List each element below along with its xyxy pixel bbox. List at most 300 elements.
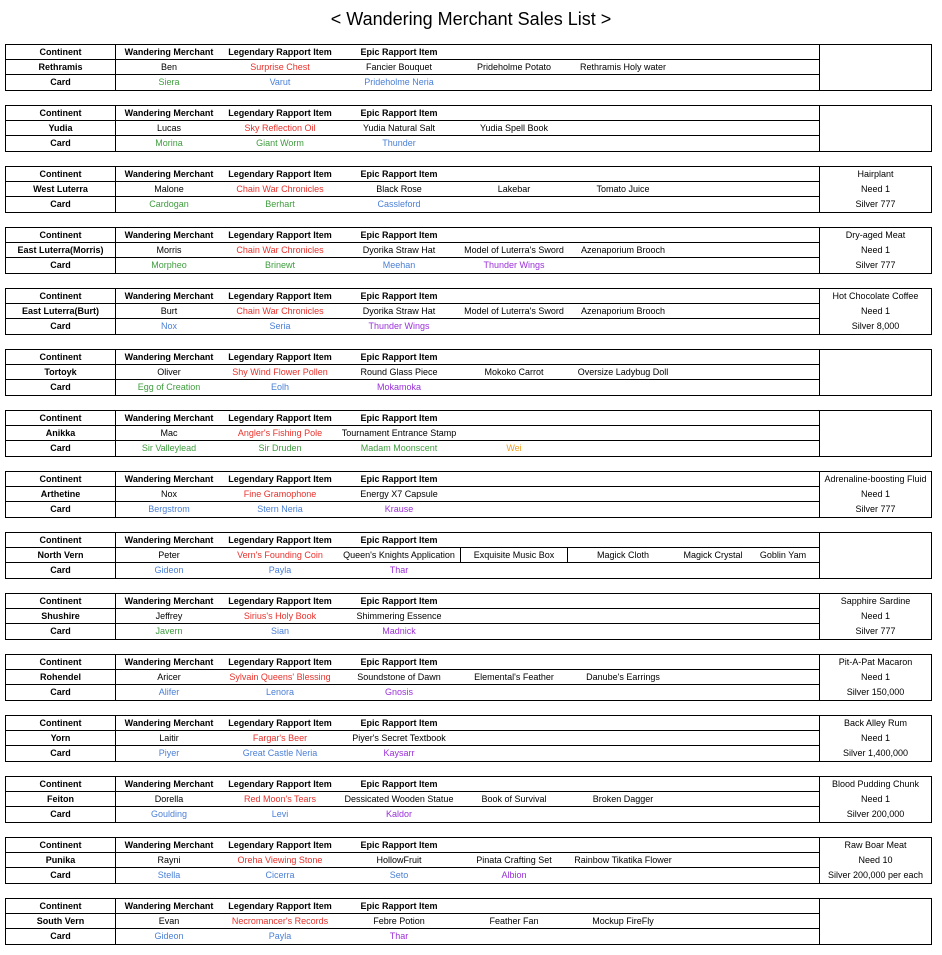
requirement-item: Pit-A-Pat Macaron bbox=[838, 657, 913, 667]
merchant-name: Peter bbox=[158, 550, 180, 560]
merchant-block bbox=[5, 166, 932, 213]
requirement-price: Silver 150,000 bbox=[846, 687, 905, 697]
merchant-header: Wandering Merchant bbox=[124, 230, 214, 240]
requirement-item: Sapphire Sardine bbox=[840, 596, 911, 606]
legendary-header: Legendary Rapport Item bbox=[228, 718, 332, 728]
merchant-block bbox=[5, 898, 932, 945]
item-row bbox=[6, 121, 819, 136]
item-row bbox=[6, 609, 819, 624]
legendary-header: Legendary Rapport Item bbox=[228, 657, 332, 667]
legendary-header: Legendary Rapport Item bbox=[228, 474, 332, 484]
header-row bbox=[6, 716, 819, 731]
merchant-name: Lucas bbox=[156, 123, 182, 133]
merchant-name: Malone bbox=[154, 184, 184, 194]
epic-item: Energy X7 Capsule bbox=[360, 489, 438, 499]
requirement-price: Silver 200,000 bbox=[846, 809, 905, 819]
merchant-header: Wandering Merchant bbox=[124, 47, 214, 57]
merchant-name: Rayni bbox=[157, 855, 181, 865]
continent-header: Continent bbox=[6, 655, 116, 670]
item-row bbox=[6, 792, 819, 807]
card-name: Sir Druden bbox=[258, 443, 302, 453]
merchant-name: Nox bbox=[160, 489, 177, 499]
epic-header: Epic Rapport Item bbox=[360, 779, 438, 789]
epic-item: Azenaporium Brooch bbox=[580, 306, 666, 316]
card-row bbox=[6, 197, 819, 212]
epic-item: Dessicated Wooden Statue bbox=[344, 794, 454, 804]
card-name: Mokamoka bbox=[376, 382, 421, 392]
header-row bbox=[6, 838, 819, 853]
merchant-header: Wandering Merchant bbox=[124, 718, 214, 728]
header-row bbox=[6, 106, 819, 121]
requirement-quantity: Need 1 bbox=[860, 733, 891, 743]
requirement-price: Silver 8,000 bbox=[851, 321, 900, 331]
continent-header: Continent bbox=[6, 289, 116, 304]
legendary-header: Legendary Rapport Item bbox=[228, 596, 332, 606]
requirement-item: Hot Chocolate Coffee bbox=[832, 291, 919, 301]
continent-name: Tortoyk bbox=[6, 365, 116, 380]
card-row bbox=[6, 136, 819, 151]
card-name: Gideon bbox=[154, 565, 184, 575]
continent-name: West Luterra bbox=[6, 182, 116, 197]
requirement-quantity: Need 1 bbox=[860, 184, 891, 194]
requirement-panel bbox=[819, 838, 931, 883]
epic-header: Epic Rapport Item bbox=[360, 901, 438, 911]
card-name: Siera bbox=[158, 77, 180, 87]
card-row bbox=[6, 563, 819, 578]
card-name: Thar bbox=[389, 931, 409, 941]
continent-header: Continent bbox=[6, 350, 116, 365]
epic-item: Feather Fan bbox=[489, 916, 539, 926]
merchant-name: Aricer bbox=[157, 672, 181, 682]
card-name: Piyer bbox=[158, 748, 180, 758]
header-row bbox=[6, 594, 819, 609]
continent-name: Yorn bbox=[6, 731, 116, 746]
merchant-name: Dorella bbox=[154, 794, 184, 804]
card-name: Varut bbox=[269, 77, 291, 87]
legendary-header: Legendary Rapport Item bbox=[228, 535, 332, 545]
legendary-item: Shy Wind Flower Pollen bbox=[232, 367, 328, 377]
item-row bbox=[6, 243, 819, 258]
card-header: Card bbox=[6, 502, 116, 517]
epic-item: Dyorika Straw Hat bbox=[362, 245, 436, 255]
continent-name: Rethramis bbox=[6, 60, 116, 75]
legendary-item: Necromancer's Records bbox=[231, 916, 329, 926]
card-row bbox=[6, 807, 819, 822]
card-name: Kaldor bbox=[385, 809, 412, 819]
requirement-panel bbox=[819, 472, 931, 517]
merchant-header: Wandering Merchant bbox=[124, 596, 214, 606]
card-header: Card bbox=[6, 380, 116, 395]
requirement-panel bbox=[819, 533, 931, 578]
card-header: Card bbox=[6, 685, 116, 700]
merchant-block bbox=[5, 776, 932, 823]
header-row bbox=[6, 228, 819, 243]
legendary-item: Fargar's Beer bbox=[252, 733, 308, 743]
legendary-item: Chain War Chronicles bbox=[236, 306, 324, 316]
requirement-panel bbox=[819, 594, 931, 639]
epic-item: Elemental's Feather bbox=[474, 672, 554, 682]
continent-header: Continent bbox=[6, 106, 116, 121]
card-name: Madam Moonscent bbox=[360, 443, 438, 453]
epic-item: Danube's Earrings bbox=[586, 672, 660, 682]
legendary-header: Legendary Rapport Item bbox=[228, 352, 332, 362]
card-row bbox=[6, 868, 819, 883]
epic-item: Book of Survival bbox=[481, 794, 547, 804]
continent-name: Shushire bbox=[6, 609, 116, 624]
continent-name: East Luterra(Burt) bbox=[6, 304, 116, 319]
card-name: Seto bbox=[389, 870, 409, 880]
requirement-price: Silver 777 bbox=[855, 199, 896, 209]
legendary-item: Surprise Chest bbox=[250, 62, 310, 72]
merchant-header: Wandering Merchant bbox=[124, 169, 214, 179]
continent-name: Yudia bbox=[6, 121, 116, 136]
requirement-price: Silver 200,000 per each bbox=[827, 870, 924, 880]
card-name: Cicerra bbox=[265, 870, 295, 880]
epic-item: Shimmering Essence bbox=[356, 611, 442, 621]
requirement-price: Silver 777 bbox=[855, 260, 896, 270]
epic-item: Magick Crystal bbox=[683, 550, 743, 560]
epic-item: Black Rose bbox=[376, 184, 422, 194]
continent-header: Continent bbox=[6, 533, 116, 548]
merchant-name: Burt bbox=[160, 306, 178, 316]
legendary-header: Legendary Rapport Item bbox=[228, 901, 332, 911]
epic-item: Magick Cloth bbox=[596, 550, 650, 560]
card-header: Card bbox=[6, 197, 116, 212]
card-row bbox=[6, 380, 819, 395]
epic-item: Soundstone of Dawn bbox=[357, 672, 441, 682]
merchant-header: Wandering Merchant bbox=[124, 352, 214, 362]
card-name: Thunder bbox=[382, 138, 416, 148]
card-name: Lenora bbox=[265, 687, 295, 697]
epic-item: Model of Luterra's Sword bbox=[464, 245, 564, 255]
item-row bbox=[6, 731, 819, 746]
continent-header: Continent bbox=[6, 167, 116, 182]
card-name: Cardogan bbox=[149, 199, 189, 209]
merchant-block bbox=[5, 593, 932, 640]
card-name: Eolh bbox=[270, 382, 289, 392]
card-name: Gnosis bbox=[384, 687, 413, 697]
card-name: Giant Worm bbox=[256, 138, 304, 148]
legendary-header: Legendary Rapport Item bbox=[228, 291, 332, 301]
merchant-header: Wandering Merchant bbox=[124, 291, 214, 301]
legendary-header: Legendary Rapport Item bbox=[228, 840, 332, 850]
card-name: Albion bbox=[501, 870, 527, 880]
requirement-item: Hairplant bbox=[857, 169, 894, 179]
legendary-header: Legendary Rapport Item bbox=[228, 230, 332, 240]
epic-item: Oversize Ladybug Doll bbox=[577, 367, 669, 377]
item-row bbox=[6, 548, 819, 563]
requirement-item: Back Alley Rum bbox=[843, 718, 908, 728]
epic-item: Yudia Natural Salt bbox=[362, 123, 436, 133]
continent-name: South Vern bbox=[6, 914, 116, 929]
header-row bbox=[6, 533, 819, 548]
epic-header: Epic Rapport Item bbox=[360, 352, 438, 362]
card-row bbox=[6, 258, 819, 273]
card-name: Morpheo bbox=[151, 260, 187, 270]
epic-header: Epic Rapport Item bbox=[360, 657, 438, 667]
epic-item: Febre Potion bbox=[373, 916, 425, 926]
legendary-item: Chain War Chronicles bbox=[236, 184, 324, 194]
legendary-item: Sky Reflection Oil bbox=[244, 123, 316, 133]
merchant-block bbox=[5, 715, 932, 762]
card-name: Bergstrom bbox=[148, 504, 190, 514]
card-header: Card bbox=[6, 258, 116, 273]
epic-item: Dyorika Straw Hat bbox=[362, 306, 436, 316]
card-name: Brinewt bbox=[264, 260, 295, 270]
card-name: Wei bbox=[506, 443, 522, 453]
epic-header: Epic Rapport Item bbox=[360, 474, 438, 484]
card-name: Meehan bbox=[382, 260, 416, 270]
merchant-header: Wandering Merchant bbox=[124, 474, 214, 484]
legendary-item: Chain War Chronicles bbox=[236, 245, 324, 255]
header-row bbox=[6, 899, 819, 914]
continent-header: Continent bbox=[6, 899, 116, 914]
item-row bbox=[6, 914, 819, 929]
header-row bbox=[6, 655, 819, 670]
card-header: Card bbox=[6, 746, 116, 761]
epic-item: Pinata Crafting Set bbox=[476, 855, 552, 865]
requirement-quantity: Need 10 bbox=[858, 855, 893, 865]
card-row bbox=[6, 685, 819, 700]
merchant-name: Laitir bbox=[159, 733, 179, 743]
card-name: Sir Valleylead bbox=[141, 443, 197, 453]
continent-name: East Luterra(Morris) bbox=[6, 243, 116, 258]
card-header: Card bbox=[6, 868, 116, 883]
epic-item: HollowFruit bbox=[376, 855, 422, 865]
legendary-header: Legendary Rapport Item bbox=[228, 169, 332, 179]
card-header: Card bbox=[6, 136, 116, 151]
legendary-header: Legendary Rapport Item bbox=[228, 413, 332, 423]
card-name: Stern Neria bbox=[257, 504, 303, 514]
continent-name: Arthetine bbox=[6, 487, 116, 502]
requirement-quantity: Need 1 bbox=[860, 672, 891, 682]
epic-item: Tomato Juice bbox=[596, 184, 650, 194]
header-row bbox=[6, 45, 819, 60]
card-row bbox=[6, 319, 819, 334]
epic-item: Azenaporium Brooch bbox=[580, 245, 666, 255]
epic-item: Goblin Yam bbox=[759, 550, 807, 560]
epic-header: Epic Rapport Item bbox=[360, 47, 438, 57]
merchant-name: Ben bbox=[160, 62, 177, 72]
requirement-quantity: Need 1 bbox=[860, 245, 891, 255]
card-row bbox=[6, 75, 819, 90]
card-name: Kaysarr bbox=[383, 748, 415, 758]
epic-item: Queen's Knights Application bbox=[343, 550, 455, 560]
card-name: Payla bbox=[268, 565, 292, 575]
requirement-quantity: Need 1 bbox=[860, 489, 891, 499]
epic-item: Tournament Entrance Stamp bbox=[341, 428, 457, 438]
card-name: Berhart bbox=[265, 199, 295, 209]
merchant-name: Oliver bbox=[157, 367, 181, 377]
epic-item: Piyer's Secret Textbook bbox=[352, 733, 446, 743]
legendary-header: Legendary Rapport Item bbox=[228, 779, 332, 789]
requirement-quantity: Need 1 bbox=[860, 306, 891, 316]
epic-item: Model of Luterra's Sword bbox=[464, 306, 564, 316]
legendary-header: Legendary Rapport Item bbox=[228, 47, 332, 57]
requirement-panel bbox=[819, 106, 931, 151]
epic-header: Epic Rapport Item bbox=[360, 535, 438, 545]
item-row bbox=[6, 365, 819, 380]
item-row bbox=[6, 304, 819, 319]
merchant-block bbox=[5, 44, 932, 91]
requirement-panel bbox=[819, 45, 931, 90]
item-row bbox=[6, 182, 819, 197]
card-name: Thunder Wings bbox=[483, 260, 545, 270]
header-row bbox=[6, 167, 819, 182]
requirement-panel bbox=[819, 411, 931, 456]
epic-item: Lakebar bbox=[497, 184, 531, 194]
epic-header: Epic Rapport Item bbox=[360, 718, 438, 728]
card-name: Sian bbox=[270, 626, 289, 636]
merchant-block bbox=[5, 532, 932, 579]
page-title: < Wandering Merchant Sales List > bbox=[330, 9, 612, 29]
continent-header: Continent bbox=[6, 777, 116, 792]
epic-item: Fancier Bouquet bbox=[365, 62, 433, 72]
card-header: Card bbox=[6, 807, 116, 822]
merchant-header: Wandering Merchant bbox=[124, 108, 214, 118]
item-row bbox=[6, 670, 819, 685]
item-row bbox=[6, 487, 819, 502]
card-name: Stella bbox=[157, 870, 181, 880]
requirement-panel bbox=[819, 228, 931, 273]
card-header: Card bbox=[6, 929, 116, 944]
epic-header: Epic Rapport Item bbox=[360, 413, 438, 423]
merchant-block bbox=[5, 349, 932, 396]
requirement-quantity: Need 1 bbox=[860, 794, 891, 804]
card-row bbox=[6, 929, 819, 944]
epic-item: Rainbow Tikatika Flower bbox=[574, 855, 672, 865]
merchant-name: Morris bbox=[156, 245, 182, 255]
continent-name: Anikka bbox=[6, 426, 116, 441]
merchant-header: Wandering Merchant bbox=[124, 901, 214, 911]
legendary-item: Vern's Founding Coin bbox=[237, 550, 323, 560]
card-name: Gideon bbox=[154, 931, 184, 941]
card-name: Levi bbox=[271, 809, 289, 819]
epic-header: Epic Rapport Item bbox=[360, 291, 438, 301]
legendary-item: Red Moon's Tears bbox=[243, 794, 317, 804]
epic-item: Prideholme Potato bbox=[476, 62, 552, 72]
legendary-item: Sylvain Queens' Blessing bbox=[229, 672, 331, 682]
epic-item: Broken Dagger bbox=[592, 794, 654, 804]
card-header: Card bbox=[6, 441, 116, 456]
header-row bbox=[6, 289, 819, 304]
requirement-panel bbox=[819, 716, 931, 761]
card-name: Nox bbox=[160, 321, 177, 331]
card-row bbox=[6, 502, 819, 517]
card-name: Thar bbox=[389, 565, 409, 575]
epic-item: Mockup FireFly bbox=[592, 916, 654, 926]
card-name: Morina bbox=[155, 138, 183, 148]
card-name: Thunder Wings bbox=[368, 321, 430, 331]
epic-item: Exquisite Music Box bbox=[473, 550, 555, 560]
card-row bbox=[6, 746, 819, 761]
epic-header: Epic Rapport Item bbox=[360, 108, 438, 118]
merchant-name: Mac bbox=[160, 428, 178, 438]
legendary-item: Oreha Viewing Stone bbox=[237, 855, 323, 865]
merchant-header: Wandering Merchant bbox=[124, 779, 214, 789]
item-row bbox=[6, 853, 819, 868]
continent-header: Continent bbox=[6, 472, 116, 487]
merchant-name: Evan bbox=[158, 916, 180, 926]
requirement-item: Dry-aged Meat bbox=[845, 230, 906, 240]
requirement-item: Adrenaline-boosting Fluid bbox=[824, 474, 927, 484]
card-header: Card bbox=[6, 563, 116, 578]
merchant-header: Wandering Merchant bbox=[124, 413, 214, 423]
card-name: Cassleford bbox=[377, 199, 421, 209]
requirement-item: Blood Pudding Chunk bbox=[831, 779, 920, 789]
legendary-header: Legendary Rapport Item bbox=[228, 108, 332, 118]
card-name: Seria bbox=[269, 321, 291, 331]
card-name: Javern bbox=[155, 626, 183, 636]
requirement-panel bbox=[819, 777, 931, 822]
card-name: Krause bbox=[384, 504, 414, 514]
merchant-block bbox=[5, 837, 932, 884]
card-row bbox=[6, 624, 819, 639]
merchant-header: Wandering Merchant bbox=[124, 840, 214, 850]
merchant-block bbox=[5, 471, 932, 518]
legendary-item: Angler's Fishing Pole bbox=[237, 428, 323, 438]
card-name: Alifer bbox=[158, 687, 180, 697]
requirement-panel bbox=[819, 289, 931, 334]
merchant-block bbox=[5, 410, 932, 457]
card-header: Card bbox=[6, 319, 116, 334]
requirement-quantity: Need 1 bbox=[860, 611, 891, 621]
header-row bbox=[6, 472, 819, 487]
continent-header: Continent bbox=[6, 45, 116, 60]
card-name: Great Castle Neria bbox=[242, 748, 318, 758]
header-row bbox=[6, 777, 819, 792]
requirement-price: Silver 777 bbox=[855, 626, 896, 636]
card-name: Madnick bbox=[382, 626, 416, 636]
epic-item: Rethramis Holy water bbox=[579, 62, 667, 72]
merchant-block bbox=[5, 654, 932, 701]
continent-name: North Vern bbox=[6, 548, 116, 563]
epic-header: Epic Rapport Item bbox=[360, 840, 438, 850]
continent-header: Continent bbox=[6, 411, 116, 426]
merchant-header: Wandering Merchant bbox=[124, 657, 214, 667]
merchant-block bbox=[5, 105, 932, 152]
header-row bbox=[6, 411, 819, 426]
merchant-name: Jeffrey bbox=[155, 611, 183, 621]
card-name: Prideholme Neria bbox=[364, 77, 434, 87]
requirement-price: Silver 1,400,000 bbox=[842, 748, 909, 758]
card-name: Egg of Creation bbox=[137, 382, 201, 392]
epic-header: Epic Rapport Item bbox=[360, 230, 438, 240]
card-header: Card bbox=[6, 624, 116, 639]
merchant-header: Wandering Merchant bbox=[124, 535, 214, 545]
epic-item: Mokoko Carrot bbox=[484, 367, 544, 377]
continent-header: Continent bbox=[6, 594, 116, 609]
continent-header: Continent bbox=[6, 716, 116, 731]
card-name: Goulding bbox=[150, 809, 188, 819]
epic-item: Round Glass Piece bbox=[360, 367, 438, 377]
continent-header: Continent bbox=[6, 838, 116, 853]
requirement-panel bbox=[819, 655, 931, 700]
legendary-item: Sirius's Holy Book bbox=[243, 611, 317, 621]
requirement-item: Raw Boar Meat bbox=[844, 840, 907, 850]
continent-name: Rohendel bbox=[6, 670, 116, 685]
continent-header: Continent bbox=[6, 228, 116, 243]
requirement-panel bbox=[819, 167, 931, 212]
card-header: Card bbox=[6, 75, 116, 90]
item-row bbox=[6, 426, 819, 441]
card-row bbox=[6, 441, 819, 456]
epic-header: Epic Rapport Item bbox=[360, 169, 438, 179]
continent-name: Feiton bbox=[6, 792, 116, 807]
header-row bbox=[6, 350, 819, 365]
requirement-panel bbox=[819, 350, 931, 395]
item-row bbox=[6, 60, 819, 75]
